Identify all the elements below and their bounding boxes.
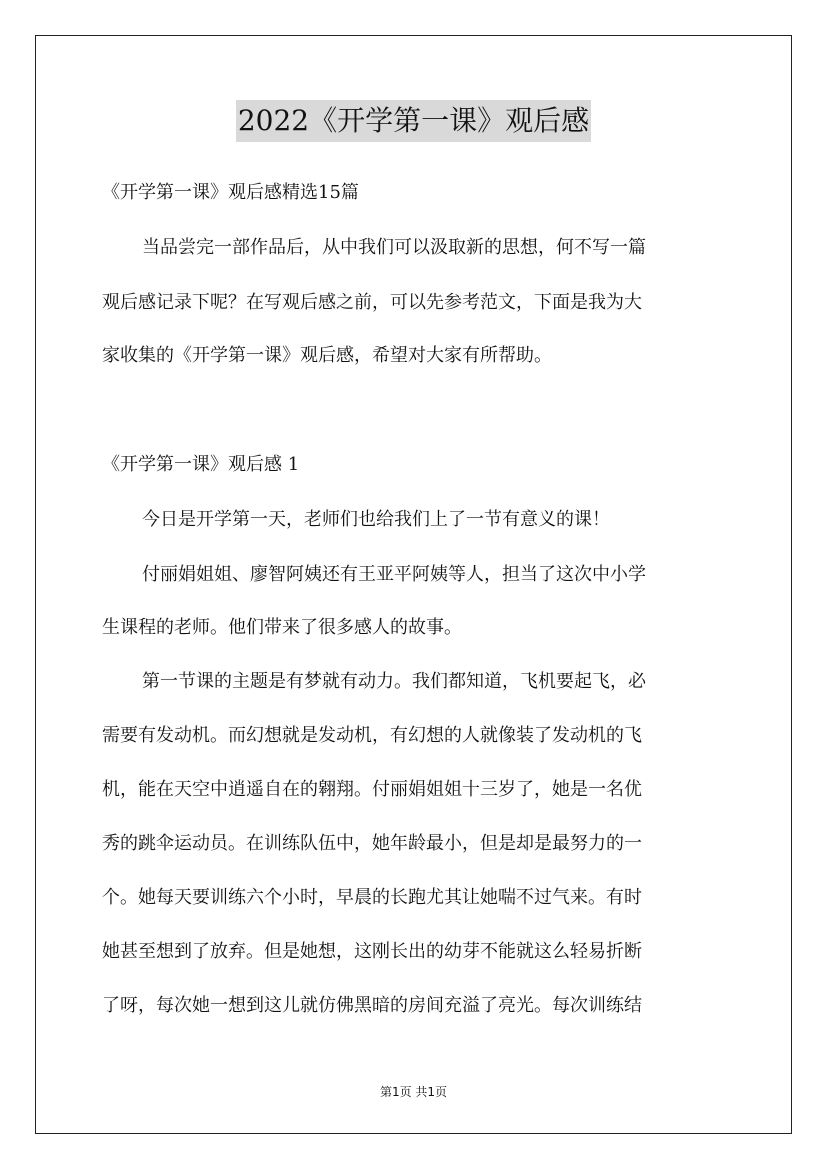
body-line: 第一节课的主题是有梦就有动力。我们都知道，飞机要起飞，必: [142, 671, 646, 692]
body-line: 今日是开学第一天，老师们也给我们上了一节有意义的课！: [142, 509, 610, 530]
body-line: 秀的跳伞运动员。在训练队伍中，她年龄最小，但是却是最努力的一: [102, 833, 642, 854]
body-line: 需要有发动机。而幻想就是发动机，有幻想的人就像装了发动机的飞: [102, 725, 642, 746]
page-footer: 第1页 共1页: [379, 1085, 448, 1099]
body-line: 她甚至想到了放弃。但是她想，这刚长出的幼芽不能就这么轻易折断: [102, 941, 642, 962]
intro-line: 当品尝完一部作品后，从中我们可以汲取新的思想，何不写一篇: [142, 237, 646, 258]
body-line: 机，能在天空中逍遥自在的翱翔。付丽娟姐姐十三岁了，她是一名优: [102, 779, 642, 800]
body-line: 了呀，每次她一想到这儿就仿佛黑暗的房间充溢了亮光。每次训练结: [102, 995, 642, 1016]
section-heading: 《开学第一课》观后感 1: [102, 454, 300, 475]
intro-line: 观后感记录下呢？在写观后感之前，可以先参考范文，下面是我为大: [102, 292, 642, 313]
body-line: 付丽娟姐姐、廖智阿姨还有王亚平阿姨等人，担当了这次中小学: [142, 564, 646, 585]
body-line: 个。她每天要训练六个小时，早晨的长跑尤其让她喘不过气来。有时: [102, 887, 642, 908]
title-container: [0, 100, 827, 142]
subtitle: 《开学第一课》观后感精选15篇: [102, 182, 359, 203]
body-line: 生课程的老师。他们带来了很多感人的故事。: [102, 617, 462, 638]
intro-line: 家收集的《开学第一课》观后感，希望对大家有所帮助。: [102, 345, 552, 366]
document-title: 2022《开学第一课》观后感: [236, 100, 591, 142]
